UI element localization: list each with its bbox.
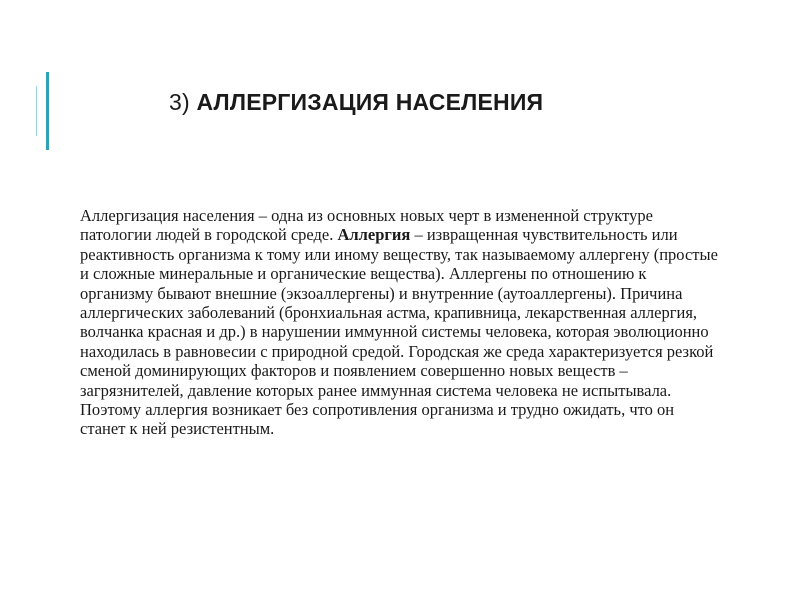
body-bold-term: Аллергия bbox=[337, 225, 411, 245]
accent-line bbox=[36, 86, 37, 136]
slide-title bbox=[169, 89, 543, 116]
body-paragraph bbox=[80, 206, 720, 439]
body-text-part2: – извращенная чувствительность или реактивность организма к тому или иному веществу, так называемому аллергену (простые и сложные минеральные и органические вещества). Аллергены по отношению к организму бывают внешние (экзоаллергены) и внутренние (аутоаллергены). Причина аллергических заболеваний (бронхиальная астма, крапивница, лекарственная аллергия, волчанка красная и др.) в нарушении иммунной системы человека, которая эволюционно находилась в равновесии с природной средой. Городская же среда характеризуется резкой сменой доминирующих факторов и появлением совершенно новых веществ – загрязнителей, давление которых ранее иммунная система человека не испытывала. Поэтому аллергия возникает без сопротивления организма и трудно ожидать, что он станет к ней резистентным. bbox=[80, 225, 718, 439]
title-text: АЛЛЕРГИЗАЦИЯ НАСЕЛЕНИЯ bbox=[196, 89, 544, 115]
title-number: 3) bbox=[169, 89, 190, 115]
body-text-part1: Аллергизация населения – одна из основных новых черт в измененной структуре патологии людей в городской среде. bbox=[80, 206, 653, 245]
accent-bar bbox=[46, 72, 49, 150]
